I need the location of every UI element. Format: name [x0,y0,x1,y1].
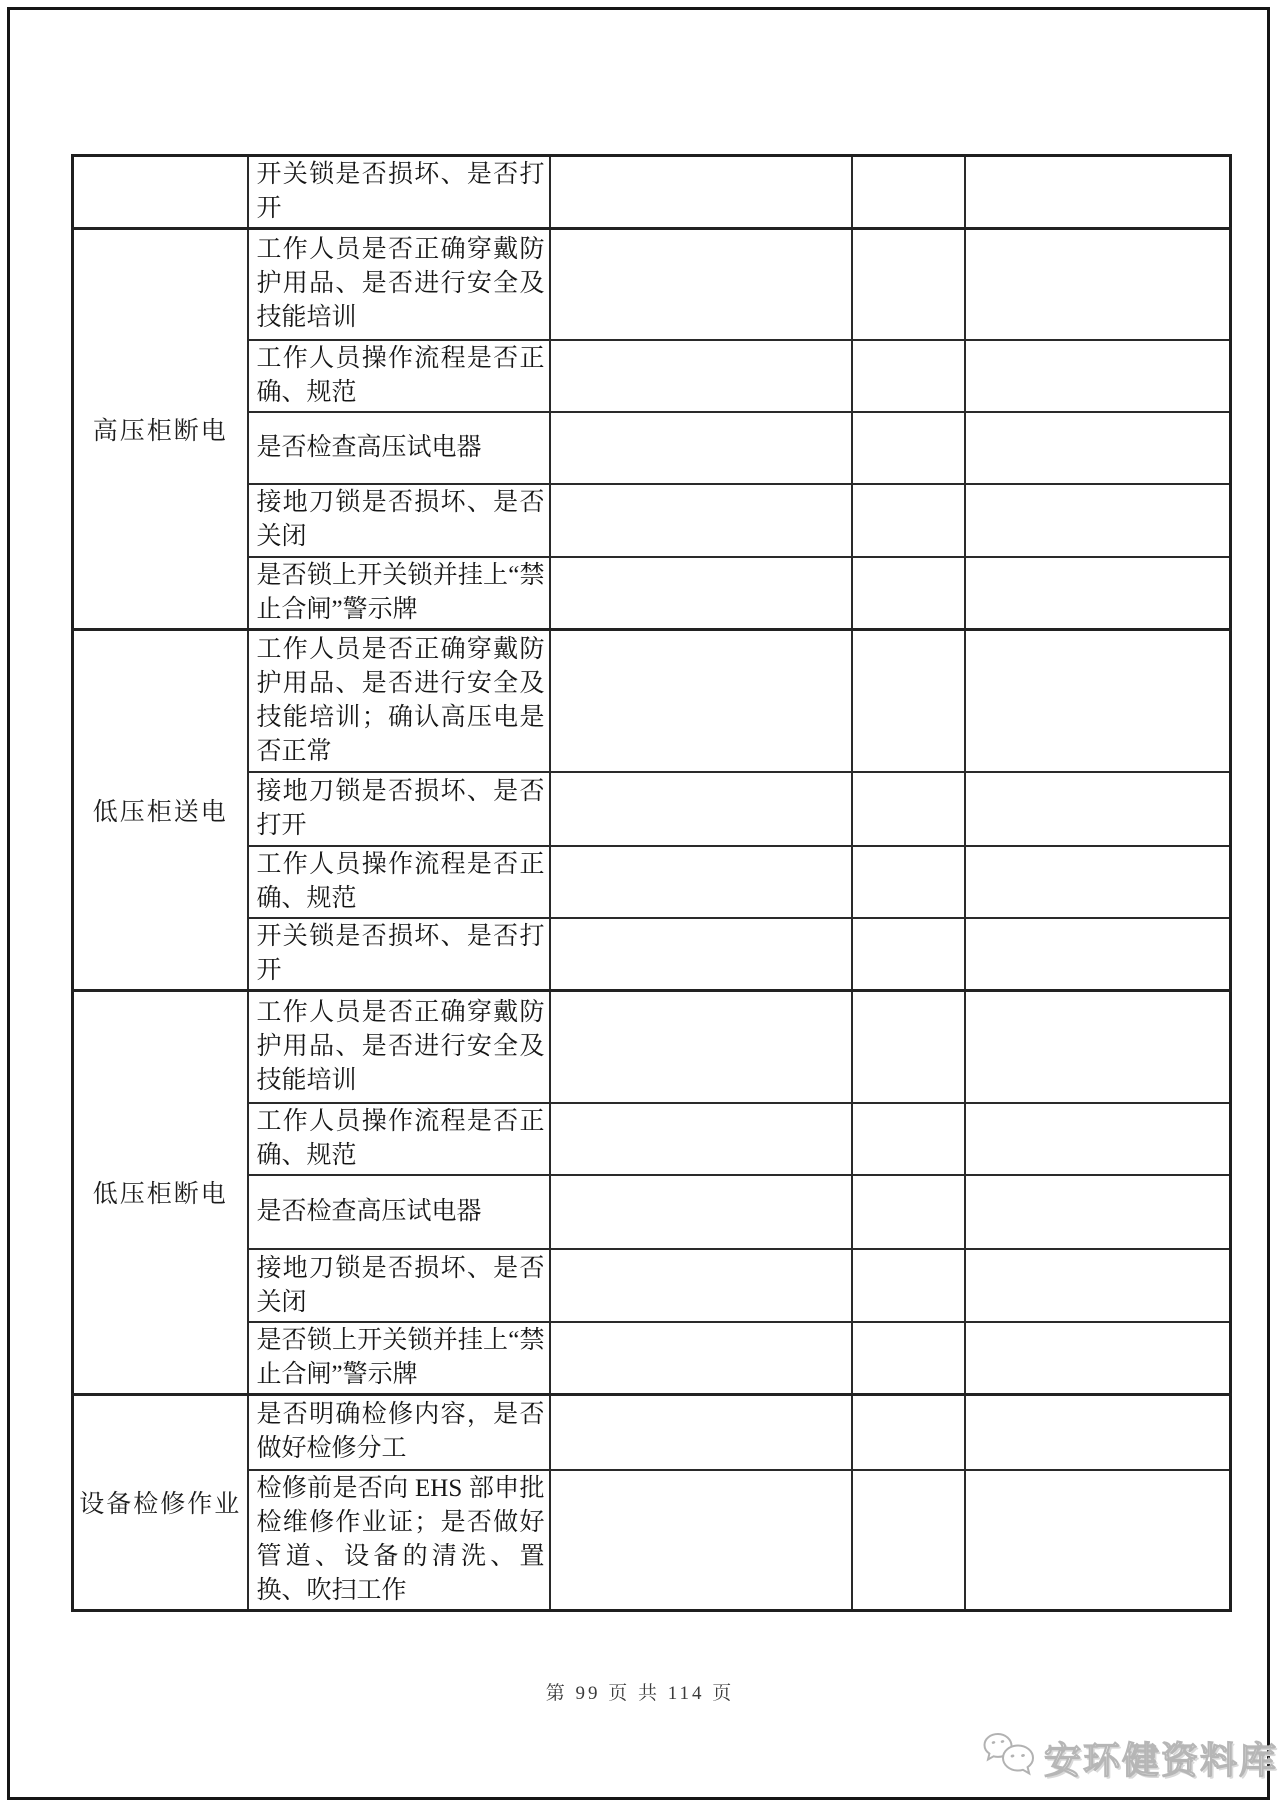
checklist-item-cell: 是否检查高压试电器 [248,1175,550,1249]
blank-cell [550,1249,852,1322]
checklist-item-cell: 工作人员是否正确穿戴防护用品、是否进行安全及技能培训；确认高压电是否正常 [248,630,550,772]
blank-cell [965,846,1231,918]
blank-cell [965,340,1231,412]
checklist-item-cell: 是否检查高压试电器 [248,412,550,484]
blank-cell [965,557,1231,630]
category-cell: 低压柜送电 [73,630,248,991]
blank-cell [550,156,852,229]
blank-cell [965,1103,1231,1175]
blank-cell [965,1249,1231,1322]
blank-cell [550,1395,852,1470]
blank-cell [550,1322,852,1395]
blank-cell [852,846,965,918]
table-row [73,630,1231,772]
blank-cell [550,1103,852,1175]
blank-cell [852,1322,965,1395]
blank-cell [550,1470,852,1611]
blank-cell [965,229,1231,340]
blank-cell [965,918,1231,991]
blank-cell [965,156,1231,229]
checklist-item-cell: 接地刀锁是否损坏、是否关闭 [248,484,550,557]
table-row [73,990,1231,1103]
category-cell [73,156,248,229]
blank-cell [550,772,852,846]
blank-cell [965,1175,1231,1249]
blank-cell [965,990,1231,1103]
checklist-item-cell: 工作人员操作流程是否正确、规范 [248,340,550,412]
blank-cell [965,1322,1231,1395]
checklist-item-cell: 开关锁是否损坏、是否打开 [248,918,550,991]
category-cell: 低压柜断电 [73,990,248,1395]
blank-cell [852,156,965,229]
blank-cell [550,557,852,630]
checklist-item-cell: 是否锁上开关锁并挂上“禁止合闸”警示牌 [248,557,550,630]
blank-cell [550,990,852,1103]
checklist-item-cell: 接地刀锁是否损坏、是否打开 [248,772,550,846]
blank-cell [852,630,965,772]
blank-cell [852,990,965,1103]
blank-cell [965,630,1231,772]
checklist-item-cell: 工作人员操作流程是否正确、规范 [248,846,550,918]
blank-cell [852,340,965,412]
category-cell: 设备检修作业 [73,1395,248,1611]
checklist-item-cell: 工作人员是否正确穿戴防护用品、是否进行安全及技能培训 [248,990,550,1103]
category-cell: 高压柜断电 [73,229,248,630]
blank-cell [852,1395,965,1470]
checklist-table [71,154,1232,1612]
blank-cell [852,1249,965,1322]
blank-cell [965,1470,1231,1611]
blank-cell [852,412,965,484]
blank-cell [550,1175,852,1249]
chat-bubbles-icon [982,1731,1038,1783]
checklist-item-cell: 工作人员操作流程是否正确、规范 [248,1103,550,1175]
blank-cell [550,340,852,412]
blank-cell [852,1103,965,1175]
table-row [73,1395,1231,1470]
checklist-item-cell: 检修前是否向 EHS 部申批检维修作业证；是否做好管道、设备的清洗、置换、吹扫工作 [248,1470,550,1611]
checklist-item-cell: 接地刀锁是否损坏、是否关闭 [248,1249,550,1322]
blank-cell [965,1395,1231,1470]
blank-cell [550,630,852,772]
blank-cell [852,229,965,340]
checklist-item-cell: 是否锁上开关锁并挂上“禁止合闸”警示牌 [248,1322,550,1395]
checklist-item-cell: 开关锁是否损坏、是否打开 [248,156,550,229]
table-row [73,229,1231,340]
blank-cell [852,1470,965,1611]
blank-cell [550,412,852,484]
blank-cell [965,412,1231,484]
blank-cell [550,846,852,918]
blank-cell [550,229,852,340]
blank-cell [852,918,965,991]
brand-name: 安环健资料库 [1044,1740,1278,1781]
blank-cell [550,918,852,991]
blank-cell [965,772,1231,846]
page-number: 第 99 页 共 114 页 [545,1683,735,1704]
blank-cell [965,484,1231,557]
blank-cell [550,484,852,557]
checklist-item-cell: 工作人员是否正确穿戴防护用品、是否进行安全及技能培训 [248,229,550,340]
table-row [73,156,1231,229]
blank-cell [852,484,965,557]
blank-cell [852,1175,965,1249]
blank-cell [852,557,965,630]
brand-watermark [982,1730,1278,1784]
blank-cell [852,772,965,846]
checklist-item-cell: 是否明确检修内容，是否做好检修分工 [248,1395,550,1470]
